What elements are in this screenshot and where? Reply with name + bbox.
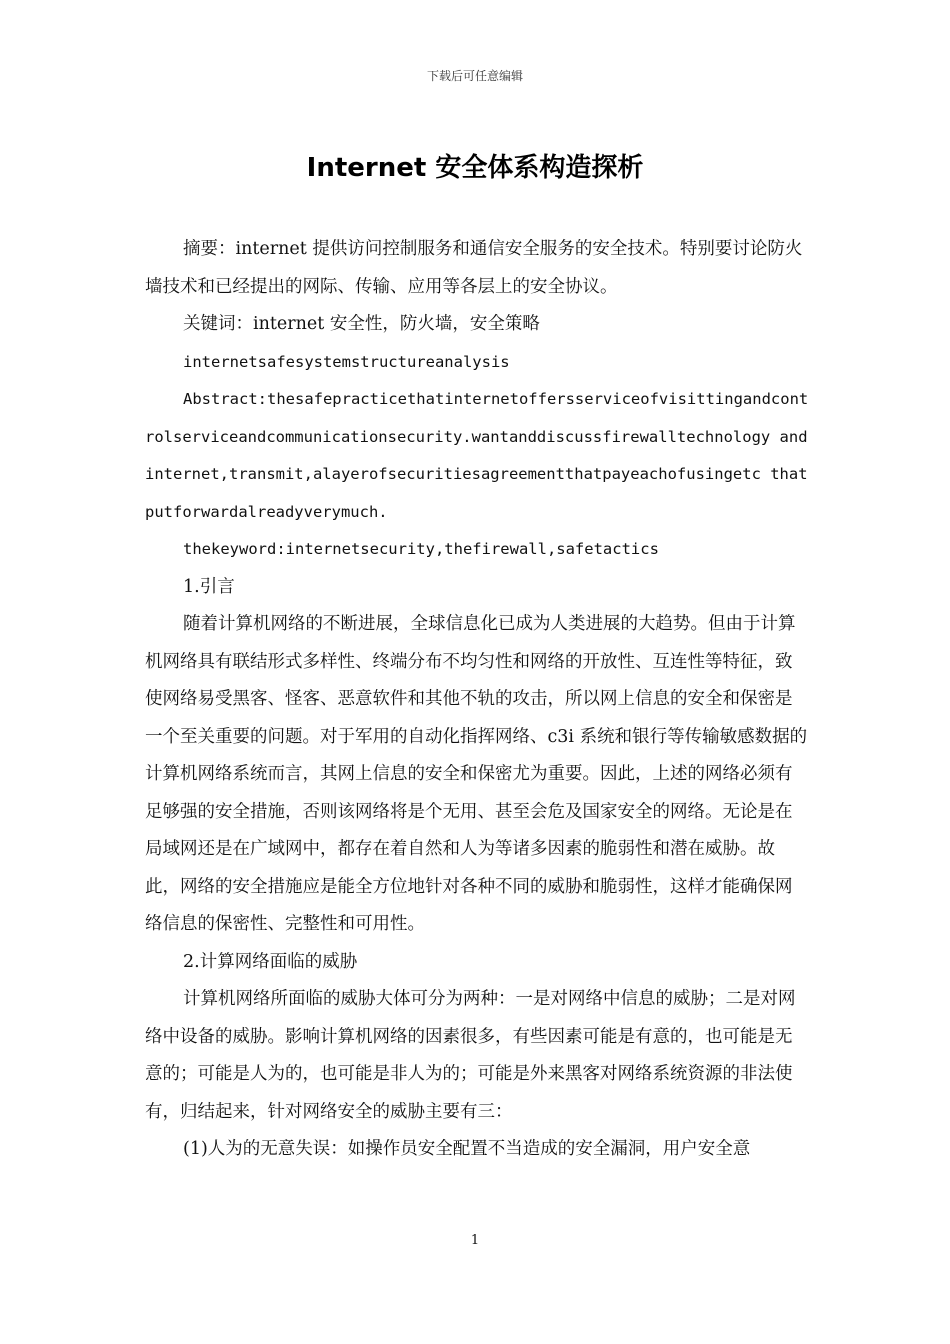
page-header-note: 下载后可任意编辑 bbox=[426, 69, 523, 83]
section-1-paragraph: 随着计算机网络的不断进展，全球信息化已成为人类进展的大趋势。但由于计算机网络具有联结形式多样性、终端分布不均匀性和网络的开放性、互连性等特征，致使网络易受黑客、怪客、恶意软件和其他不轨的攻击，所以网上信息的安全和保密是一个至关重要的问题。对于军用的自动化指挥网络、c3i 系统和银行等传输敏感数据的计算机网络系统而言，其网上信息的安全和保密尤为重要。因此，上述的网络必须有足够强的安全措施，否则该网络将是个无用、甚至会危及国家安全的网络。无论是在局域网还是在广域网中，都存在着自然和人为等诸多因素的脆弱性和潜在威胁。故此，网络的安全措施应是能全方位地针对各种不同的威胁和脆弱性，这样才能确保网络信息的保密性、完整性和可用性。 bbox=[145, 614, 808, 934]
section-heading-2: 2.计算网络面临的威胁 bbox=[183, 951, 358, 972]
document-body bbox=[145, 231, 809, 1169]
abstract-cn: 摘要：internet 提供访问控制服务和通信安全服务的安全技术。特别要讨论防火墙技术和已经提出的网际、传输、应用等各层上的安全协议。 bbox=[145, 239, 803, 297]
keywords-cn: 关键词：internet 安全性，防火墙，安全策略 bbox=[183, 314, 540, 334]
english-title: internetsafesystemstructureanalysis bbox=[183, 352, 510, 371]
section-heading-1: 1.引言 bbox=[183, 576, 235, 597]
keywords-en: thekeyword:internetsecurity,thefirewall,safetactics bbox=[183, 540, 659, 558]
abstract-en: Abstract:thesafepracticethatinternetoffersserviceofvisittingandcontrolserviceandcommunicationsecurity.wantanddiscussfirewalltechnology andinternet,transmit,alayerofsecuritiesagreementthatpayeachofusingetc thatputforwardalreadyverymuch. bbox=[145, 390, 809, 521]
page-number: 1 bbox=[470, 1233, 480, 1248]
list-item-1: (1)人为的无意失误：如操作员安全配置不当造成的安全漏洞，用户安全意 bbox=[183, 1139, 751, 1159]
document-title: Internet 安全体系构造探析 bbox=[306, 153, 644, 183]
section-2-paragraph: 计算机网络所面临的威胁大体可分为两种：一是对网络中信息的威胁；二是对网络中设备的威胁。影响计算机网络的因素很多，有些因素可能是有意的，也可能是无意的；可能是人为的，也可能是非人为的；可能是外来黑客对网络系统资源的非法使有，归结起来，针对网络安全的威胁主要有三： bbox=[145, 989, 796, 1122]
